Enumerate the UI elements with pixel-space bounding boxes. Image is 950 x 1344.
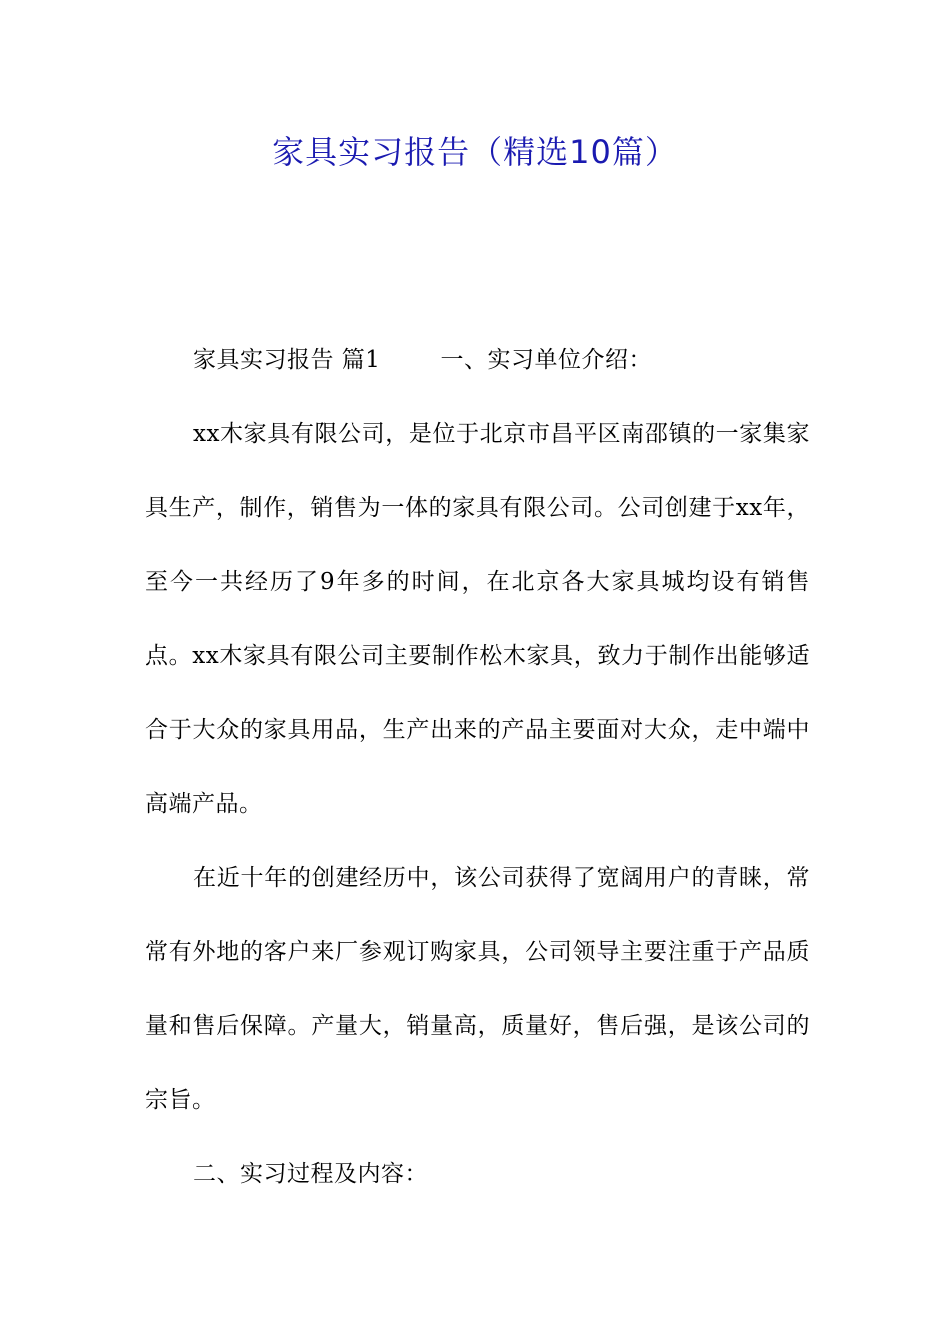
paragraph-text: xx木家具有限公司，是位于北京市昌平区南邵镇的一家集家具生产，制作，销售为一体的家具有限公司。公司创建于xx年，至今一共经历了9年多的时间，在北京各大家具城均设有销售点。xx木家具有限公司主要制作松木家具，致力于制作出能够适合于大众的家具用品，生产出来的产品主要面对大众，走中端中高端产品。 xyxy=(145,421,810,817)
document-title: 家具实习报告（精选10篇） xyxy=(272,133,678,171)
paragraph-text: 在近十年的创建经历中，该公司获得了宽阔用户的青睐，常常有外地的客户来厂参观订购家具，公司领导主要注重于产品质量和售后保障。产量大，销量高，质量好，售后强，是该公司的宗旨。 xyxy=(145,865,810,1113)
section-heading-2-block xyxy=(145,1137,810,1211)
section-heading-2: 二、实习过程及内容： xyxy=(193,1161,428,1187)
section-heading-1: 一、实习单位介绍： xyxy=(440,347,652,373)
intro-line xyxy=(145,323,810,397)
paragraph-company-intro xyxy=(145,397,810,841)
report-heading: 家具实习报告 篇1 xyxy=(193,347,381,373)
paragraph-company-history xyxy=(145,841,810,1137)
